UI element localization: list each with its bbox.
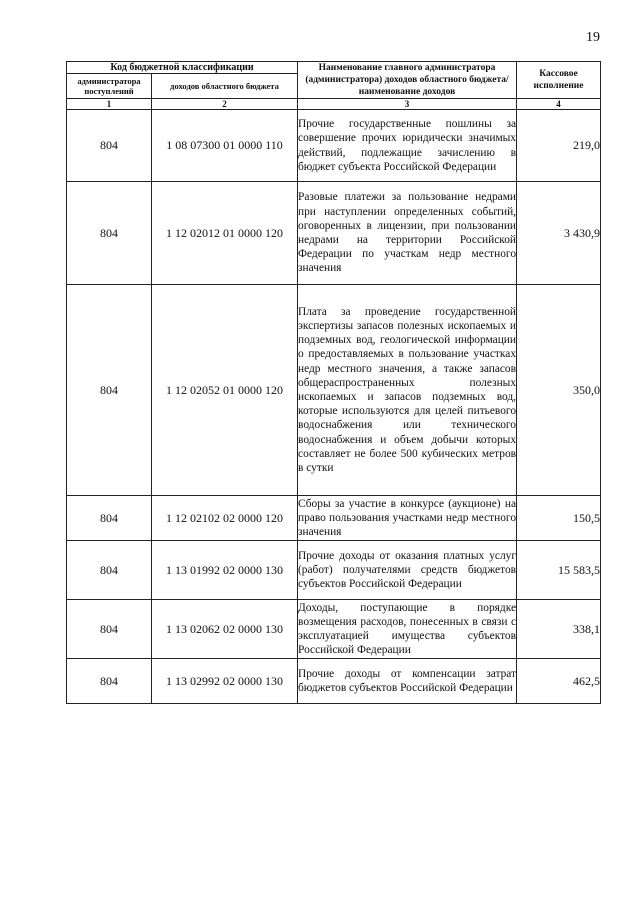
- table-row: [67, 496, 601, 541]
- header-budget-classification: Код бюджетной классификации: [67, 62, 298, 74]
- table-row: [67, 285, 601, 496]
- income-name: Прочие доходы от компенсации затрат бюджетов субъектов Российской Федерации: [298, 659, 517, 704]
- cash-execution: 338,1: [517, 600, 601, 659]
- column-numbers-row: [67, 99, 601, 110]
- income-code: 1 13 01992 02 0000 130: [152, 541, 298, 600]
- income-code: 1 12 02052 01 0000 120: [152, 285, 298, 496]
- cash-execution: 350,0: [517, 285, 601, 496]
- admin-code: 804: [67, 110, 152, 182]
- column-number: 3: [298, 99, 517, 110]
- admin-code: 804: [67, 182, 152, 285]
- income-name: Плата за проведение государственной экспертизы запасов полезных ископаемых и подземных вод, геологической информации о предоставляемых в пользование участках недр местного значения, а также запасов общераспространенных полезных ископаемых и запасов подземных вод, которые используются для целей питьевого водоснабжения или технического водоснабжения и объем добычи которых составляет не более 500 кубических метров в сутки: [298, 285, 517, 496]
- income-code: 1 12 02012 01 0000 120: [152, 182, 298, 285]
- cash-execution: 3 430,9: [517, 182, 601, 285]
- income-code: 1 08 07300 01 0000 110: [152, 110, 298, 182]
- header-name: Наименование главного администратора (администратора) доходов областного бюджета/ наименование доходов: [298, 62, 517, 99]
- table-row: [67, 182, 601, 285]
- cash-execution: 150,5: [517, 496, 601, 541]
- income-name: Разовые платежи за пользование недрами при наступлении определенных событий, оговоренных в лицензии, при пользовании недрами на территории Российской Федерации по участкам недр местного значения: [298, 182, 517, 285]
- header-admin: администратора поступлений: [67, 74, 152, 99]
- income-code: 1 13 02062 02 0000 130: [152, 600, 298, 659]
- column-number: 1: [67, 99, 152, 110]
- page-number: 19: [586, 30, 600, 45]
- table-row: [67, 600, 601, 659]
- admin-code: 804: [67, 659, 152, 704]
- admin-code: 804: [67, 600, 152, 659]
- cash-execution: 462,5: [517, 659, 601, 704]
- header-income: доходов областного бюджета: [152, 74, 298, 99]
- header-execution: Кассовое исполнение: [517, 62, 601, 99]
- cash-execution: 15 583,5: [517, 541, 601, 600]
- admin-code: 804: [67, 541, 152, 600]
- income-code: 1 12 02102 02 0000 120: [152, 496, 298, 541]
- admin-code: 804: [67, 285, 152, 496]
- income-name: Прочие доходы от оказания платных услуг (работ) получателями средств бюджетов субъектов Российской Федерации: [298, 541, 517, 600]
- income-code: 1 13 02992 02 0000 130: [152, 659, 298, 704]
- table-row: [67, 659, 601, 704]
- income-name: Прочие государственные пошлины за совершение прочих юридически значимых действий, подлежащие зачислению в бюджет субъекта Российской Федерации: [298, 110, 517, 182]
- income-name: Сборы за участие в конкурсе (аукционе) на право пользования участками недр местного значения: [298, 496, 517, 541]
- income-name: Доходы, поступающие в порядке возмещения расходов, понесенных в связи с эксплуатацией имущества субъектов Российской Федерации: [298, 600, 517, 659]
- column-number: 4: [517, 99, 601, 110]
- table-row: [67, 541, 601, 600]
- column-number: 2: [152, 99, 298, 110]
- admin-code: 804: [67, 496, 152, 541]
- budget-table: [66, 61, 601, 704]
- cash-execution: 219,0: [517, 110, 601, 182]
- table-row: [67, 110, 601, 182]
